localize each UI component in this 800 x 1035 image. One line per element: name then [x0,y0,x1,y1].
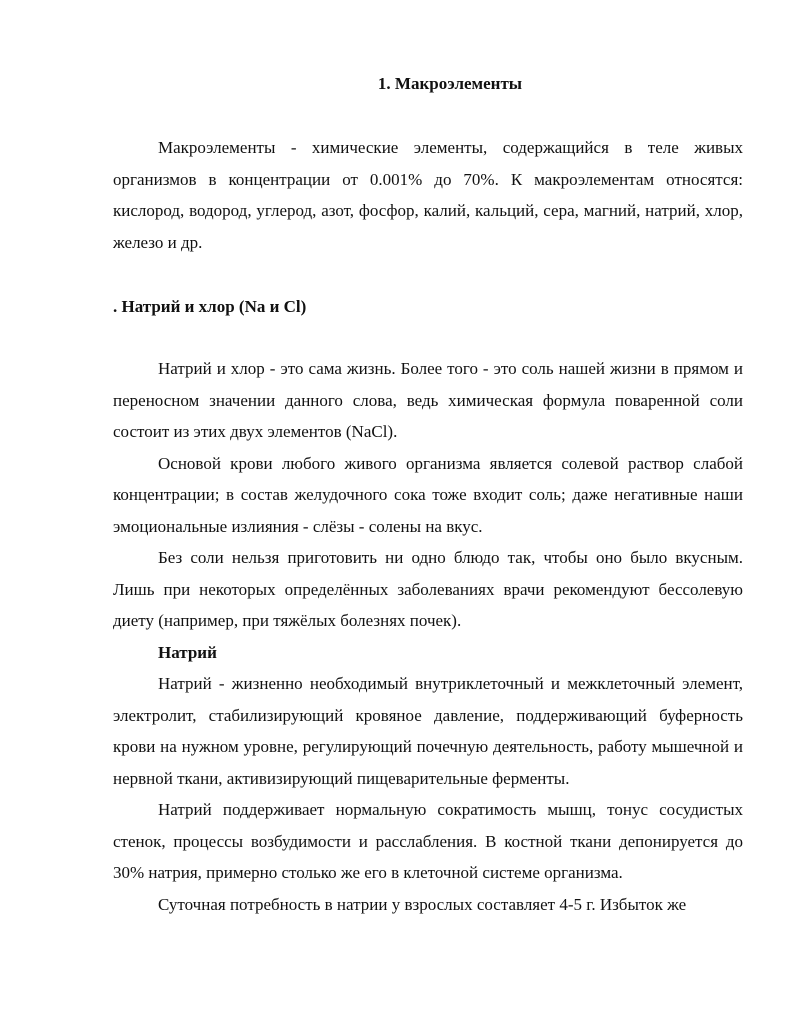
section-heading-block [113,291,743,323]
body-paragraph: Без соли нельзя приготовить ни одно блюдо так, чтобы оно было вкусным. Лишь при некоторых определённых заболеваниях врачи рекомендуют бессолевую диету (например, при тяжёлых болезнях почек). [113,548,743,630]
sodium-paragraph: Натрий - жизненно необходимый внутриклеточный и межклеточный элемент, электролит, стабилизирующий кровяное давление, поддерживающий буферность крови на нужном уровне, регулирующий почечную деятельность, работу мышечной и нервной ткани, активизирующий пищеварительные ферменты. [113,674,743,788]
body-paragraph: Основой крови любого живого организма является солевой раствор слабой концентрации; в состав желудочного сока тоже входит соль; даже негативные наши эмоциональные излияния - слёзы - солены на вкус. [113,453,743,536]
main-heading: 1. Макроэлементы [377,74,523,93]
section-heading: . Натрий и хлор (Na и Cl) [113,297,307,316]
sodium-paragraph: Натрий поддерживает нормальную сократимость мышц, тонус сосудистых стенок, процессы возбудимости и расслабления. В костной ткани депонируется до 30% натрия, примерно столько же его в клеточной системе организма. [113,800,743,882]
intro-paragraph: Макроэлементы - химические элементы, содержащийся в теле живых организмов в концентрации от 0.001% до 70%. К макроэлементам относятся: кислород, водород, углерод, азот, фосфор, калий, кальций, сера, магний, натрий, хлор, железо и др. [113,138,743,252]
body-block [113,353,743,920]
sodium-heading: Натрий [158,642,217,662]
sodium-paragraph: Суточная потребность в натрии у взрослых составляет 4-5 г. Избыток же [158,894,687,914]
body-paragraph: Натрий и хлор - это сама жизнь. Более того - это соль нашей жизни в прямом и переносном значении данного слова, ведь химическая формула поваренной соли состоит из этих двух элементов (NaCl). [113,359,743,441]
intro-block [113,132,743,258]
